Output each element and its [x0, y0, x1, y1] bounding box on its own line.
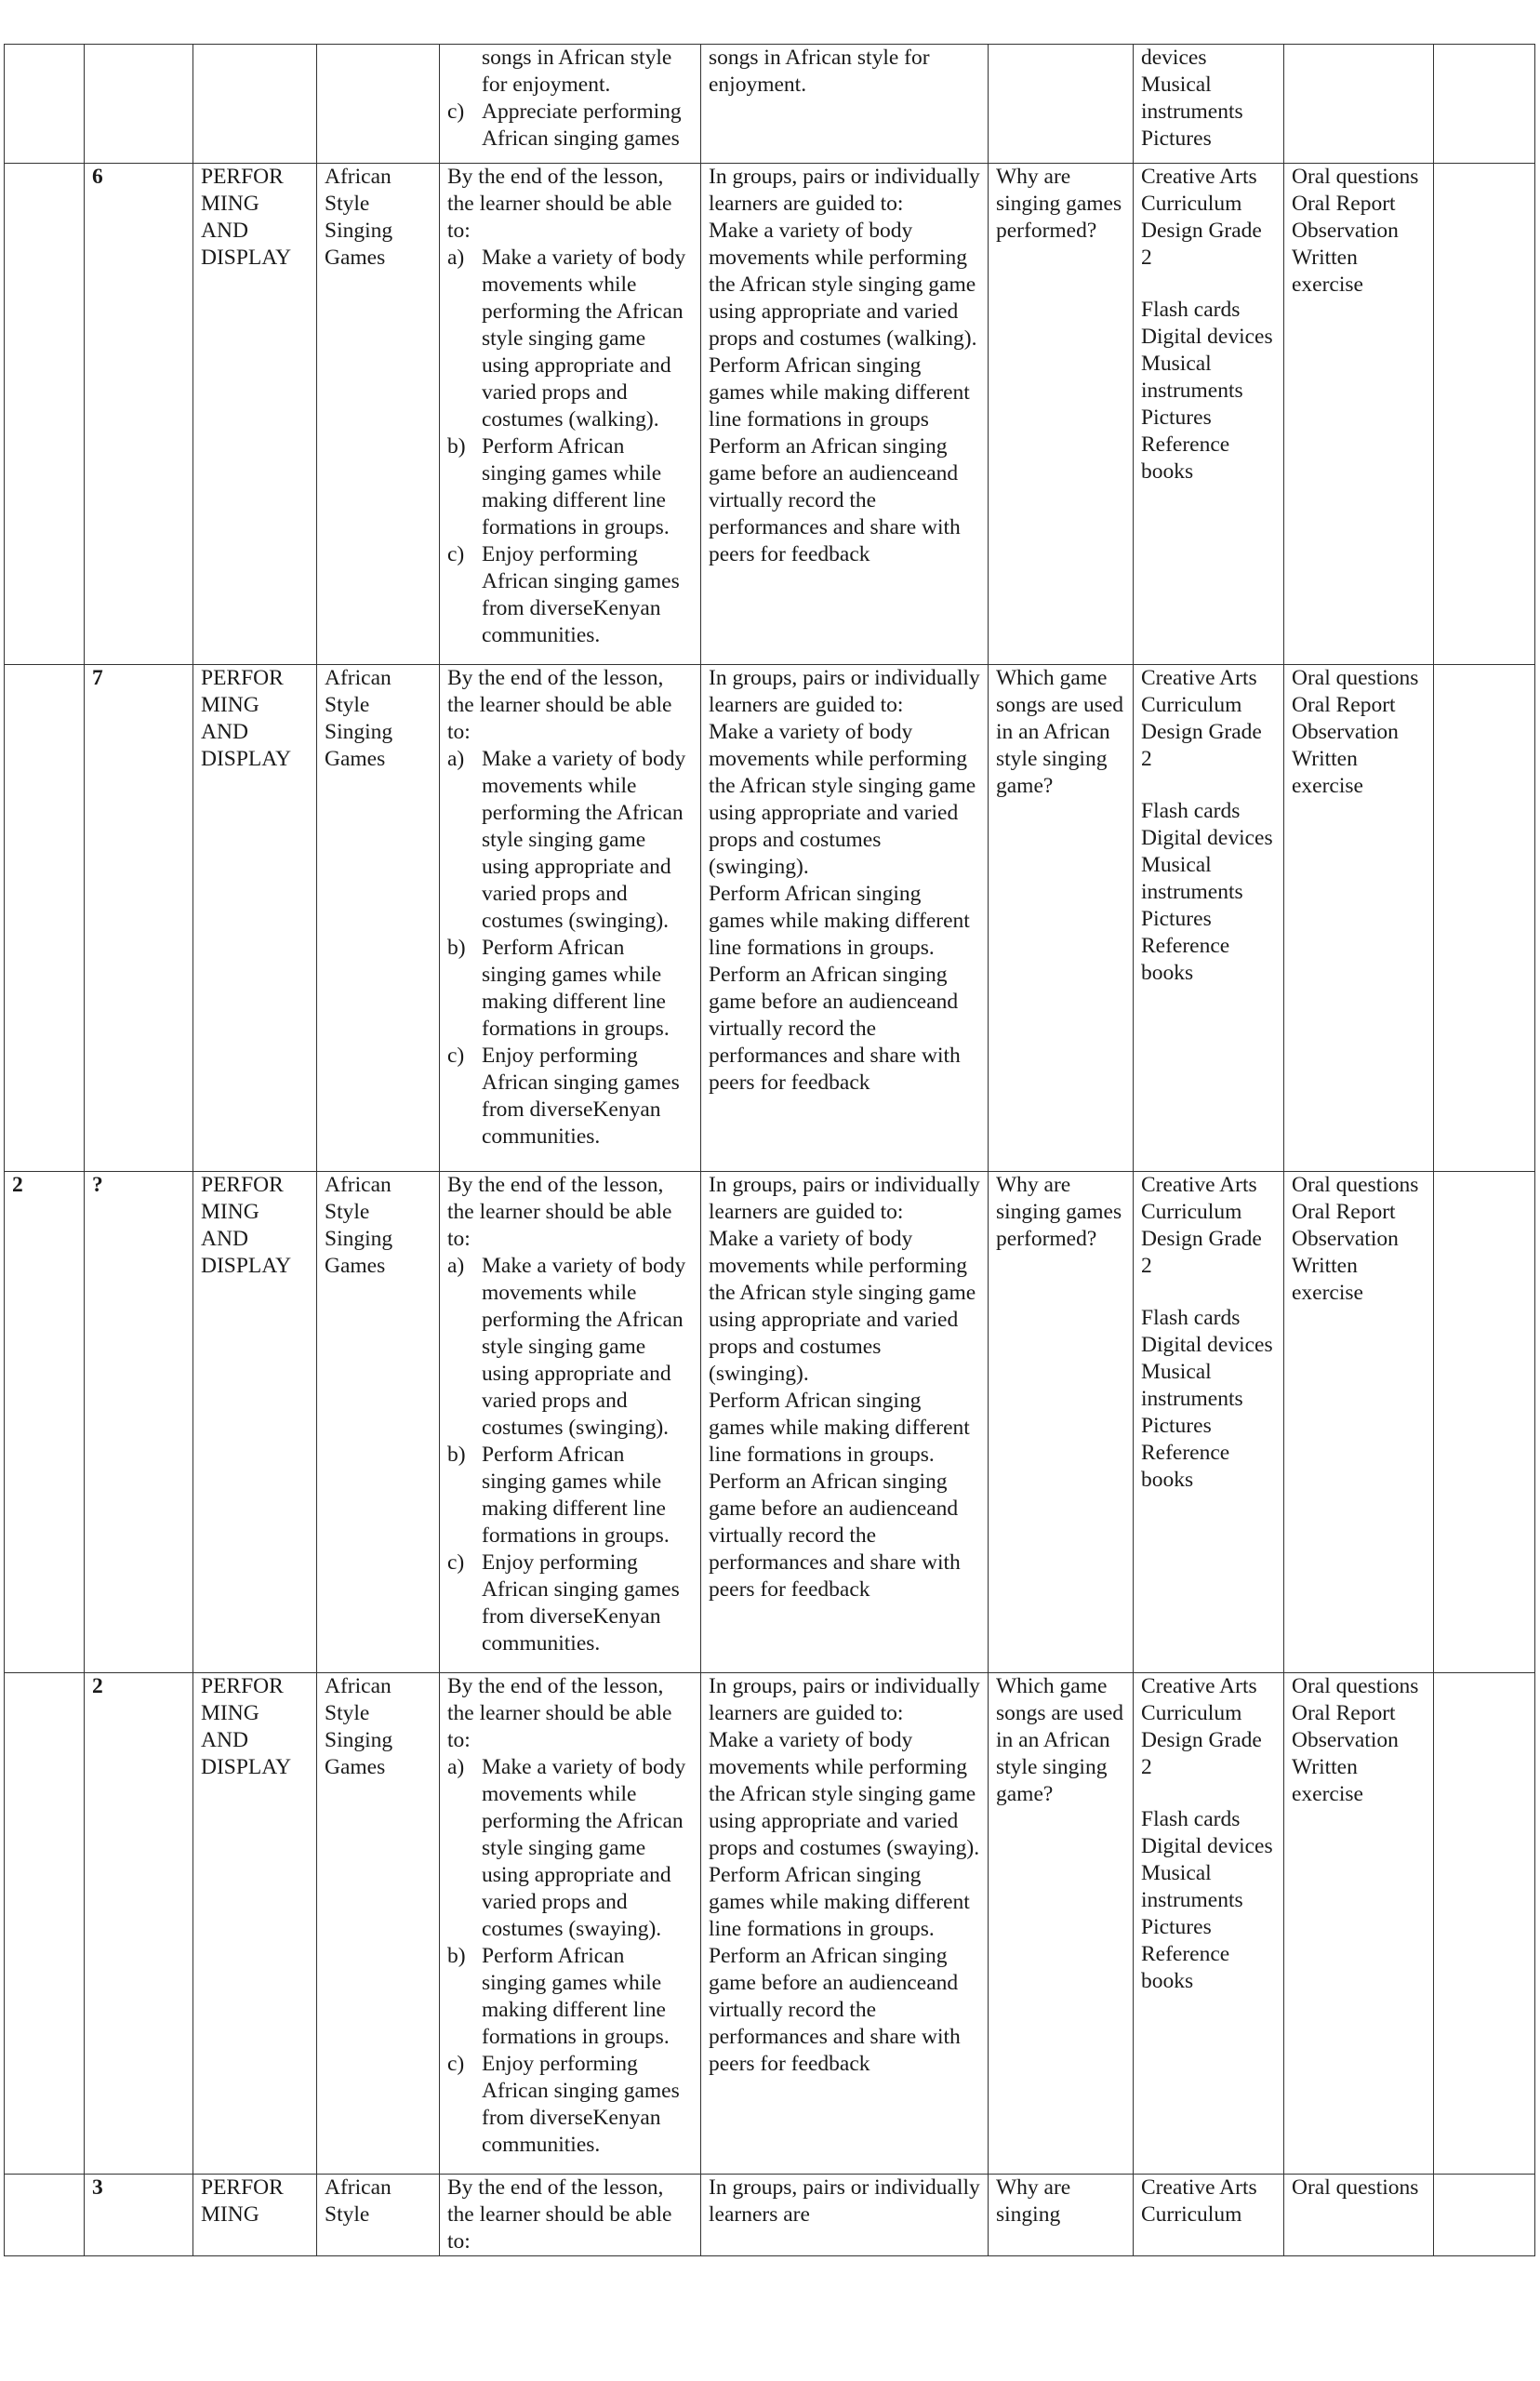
learning-experiences-cell	[701, 45, 989, 164]
outcome-item	[447, 1943, 693, 2051]
resource-item: Digital devices	[1141, 1834, 1273, 1858]
resources-gap	[1141, 1781, 1276, 1806]
experience-item: Perform African singing games while making different line formations in groups.	[709, 882, 970, 960]
outcome-marker: b)	[447, 434, 466, 459]
assessment-item: Oral Report	[1292, 192, 1396, 216]
scheme-of-work-table	[4, 44, 1535, 2256]
outcome-marker: a)	[447, 1254, 465, 1278]
learning-experiences-cell	[701, 2175, 989, 2256]
resources-cell	[1134, 164, 1284, 665]
outcome-text: Perform African singing games while making different line formations in groups.	[482, 1944, 670, 2049]
resource-item: Musical instruments	[1141, 352, 1243, 403]
resource-item: Reference books	[1141, 1441, 1230, 1492]
resource-item: Musical instruments	[1141, 853, 1243, 904]
strand-cell: PERFOR MING AND DISPLAY	[193, 1673, 317, 2175]
sub-strand-cell: African Style Singing Games	[317, 1172, 440, 1673]
experience-item: Make a variety of body movements while performing the African style singing game using appropriate and varied props and costumes (swinging).	[709, 720, 976, 879]
resource-item: Flash cards	[1141, 298, 1241, 322]
outcome-item	[447, 1754, 693, 1943]
remarks-cell	[1434, 45, 1535, 164]
lesson-cell: 7	[85, 665, 193, 1172]
resource-item: Pictures	[1141, 126, 1212, 151]
learning-outcomes-cell	[440, 665, 701, 1172]
assessment-item: Observation	[1292, 720, 1399, 744]
remarks-cell	[1434, 1673, 1535, 2175]
experience-item: Perform an African singing game before an audienceand virtually record the performances and share with peers for feedback	[709, 1470, 961, 1602]
lesson-cell: 2	[85, 1673, 193, 2175]
resource-item: Creative Arts Curriculum Design Grade 2	[1141, 1173, 1262, 1278]
outcome-marker: a)	[447, 1755, 465, 1779]
assessment-cell	[1284, 1673, 1434, 2175]
assessment-item: Observation	[1292, 1728, 1399, 1752]
outcome-text: Make a variety of body movements while performing the African style singing game using appropriate and varied props and costumes (swinging).	[482, 1254, 686, 1440]
table-row	[5, 665, 1535, 1172]
learning-experiences-cell	[701, 1172, 989, 1673]
assessment-item: Written exercise	[1292, 1755, 1363, 1806]
assessment-item: Written exercise	[1292, 246, 1363, 297]
strand-cell	[193, 45, 317, 164]
learning-outcomes-cell	[440, 45, 701, 164]
lesson-cell	[85, 45, 193, 164]
outcome-text: Perform African singing games while making different line formations in groups.	[482, 936, 670, 1041]
resource-item: Creative Arts Curriculum Design Grade 2	[1141, 165, 1262, 270]
experience-item: Perform an African singing game before an audienceand virtually record the performances and share with peers for feedback	[709, 434, 961, 566]
outcome-text: Enjoy performing African singing games from diverseKenyan communities.	[482, 542, 680, 647]
week-cell	[5, 2175, 85, 2256]
experience-item: Perform an African singing game before an audienceand virtually record the performances and share with peers for feedback	[709, 963, 961, 1095]
learning-experiences-cell	[701, 164, 989, 665]
experience-item: Make a variety of body movements while performing the African style singing game using appropriate and varied props and costumes (walking).	[709, 219, 977, 351]
assessment-item: Oral Report	[1292, 1701, 1396, 1725]
experience-item: In groups, pairs or individually learners are	[709, 2175, 980, 2227]
assessment-cell	[1284, 1172, 1434, 1673]
resources-gap	[1141, 1280, 1276, 1305]
outcomes-intro: By the end of the lesson, the learner should be able to:	[447, 2175, 672, 2254]
resource-item: Musical instruments	[1141, 1861, 1243, 1912]
week-cell: 2	[5, 1172, 85, 1673]
key-inquiry-cell: Which game songs are used in an African style singing game?	[989, 1673, 1134, 2175]
resource-item: Creative Arts Curriculum	[1141, 2175, 1257, 2227]
experience-item: Perform African singing games while making different line formations in groups.	[709, 1863, 970, 1941]
experience-item: Perform an African singing game before an audienceand virtually record the performances and share with peers for feedback	[709, 1944, 961, 2076]
assessment-item: Oral questions	[1292, 165, 1419, 189]
learning-outcomes-cell	[440, 1673, 701, 2175]
assessment-item: Oral questions	[1292, 2175, 1419, 2200]
resource-item: Reference books	[1141, 934, 1230, 985]
key-inquiry-cell: Why are singing games performed?	[989, 164, 1134, 665]
resource-item: Flash cards	[1141, 1306, 1241, 1330]
outcome-marker: c)	[447, 2052, 465, 2076]
resource-item: devices	[1141, 46, 1207, 70]
resource-item: Digital devices	[1141, 826, 1273, 850]
sub-strand-cell: African Style Singing Games	[317, 1673, 440, 2175]
strand-cell: PERFOR MING AND DISPLAY	[193, 164, 317, 665]
experience-item: In groups, pairs or individually learners are guided to:	[709, 1173, 980, 1224]
outcomes-intro: By the end of the lesson, the learner should be able to:	[447, 1674, 672, 1752]
experience-item: Make a variety of body movements while performing the African style singing game using appropriate and varied props and costumes (swaying).	[709, 1728, 980, 1860]
lesson-cell: 3	[85, 2175, 193, 2256]
sub-strand-cell: African Style Singing Games	[317, 164, 440, 665]
outcome-item	[447, 1550, 693, 1657]
strand-cell: PERFOR MING	[193, 2175, 317, 2256]
strand-cell: PERFOR MING AND DISPLAY	[193, 665, 317, 1172]
assessment-item: Oral questions	[1292, 666, 1419, 690]
resources-cell	[1134, 1172, 1284, 1673]
outcome-item	[447, 935, 693, 1043]
experience-item: In groups, pairs or individually learners are guided to:	[709, 1674, 980, 1725]
outcome-item	[447, 245, 693, 433]
resource-item: Reference books	[1141, 432, 1230, 484]
learning-outcomes-cell	[440, 2175, 701, 2256]
resource-item: Pictures	[1141, 1915, 1212, 1939]
outcome-item	[447, 433, 693, 541]
outcome-item	[447, 746, 693, 935]
outcome-text: Appreciate performing African singing games	[482, 100, 682, 151]
learning-experiences-cell	[701, 1673, 989, 2175]
outcome-text: Make a variety of body movements while performing the African style singing game using appropriate and varied props and costumes (swaying).	[482, 1755, 686, 1941]
outcome-text: Make a variety of body movements while performing the African style singing game using appropriate and varied props and costumes (swinging).	[482, 747, 686, 933]
resources-cell	[1134, 665, 1284, 1172]
week-cell	[5, 1673, 85, 2175]
resource-item: Reference books	[1141, 1942, 1230, 1993]
learning-outcomes-cell	[440, 164, 701, 665]
outcome-item	[447, 1253, 693, 1442]
resource-item: Digital devices	[1141, 1333, 1273, 1357]
lesson-cell: 6	[85, 164, 193, 665]
outcome-marker: b)	[447, 1944, 466, 1968]
assessment-item: Oral Report	[1292, 1200, 1396, 1224]
outcome-text: Enjoy performing African singing games from diverseKenyan communities.	[482, 2052, 680, 2157]
resource-item: Musical instruments	[1141, 1360, 1243, 1411]
resources-cell	[1134, 1673, 1284, 2175]
assessment-cell	[1284, 665, 1434, 1172]
week-cell	[5, 665, 85, 1172]
outcome-text: Enjoy performing African singing games from diverseKenyan communities.	[482, 1550, 680, 1656]
outcome-marker: c)	[447, 1550, 465, 1575]
experience-item: songs in African style for enjoyment.	[709, 46, 930, 97]
outcomes-intro: By the end of the lesson, the learner should be able to:	[447, 1173, 672, 1251]
outcome-marker: c)	[447, 100, 465, 124]
outcome-marker: c)	[447, 542, 465, 566]
key-inquiry-cell: Why are singing games performed?	[989, 1172, 1134, 1673]
resource-item: Flash cards	[1141, 1807, 1241, 1831]
week-cell	[5, 45, 85, 164]
resource-item: Creative Arts Curriculum Design Grade 2	[1141, 666, 1262, 771]
resource-item: Pictures	[1141, 1414, 1212, 1438]
experience-item: In groups, pairs or individually learners are guided to:	[709, 165, 980, 216]
resource-item: Creative Arts Curriculum Design Grade 2	[1141, 1674, 1262, 1779]
assessment-cell	[1284, 164, 1434, 665]
key-inquiry-cell: Why are singing	[989, 2175, 1134, 2256]
remarks-cell	[1434, 1172, 1535, 1673]
resource-item: Digital devices	[1141, 325, 1273, 349]
assessment-item: Oral questions	[1292, 1173, 1419, 1197]
strand-cell: PERFOR MING AND DISPLAY	[193, 1172, 317, 1673]
table-row	[5, 2175, 1535, 2256]
outcome-marker: b)	[447, 1443, 466, 1467]
remarks-cell	[1434, 2175, 1535, 2256]
sub-strand-cell: African Style	[317, 2175, 440, 2256]
resources-gap	[1141, 773, 1276, 798]
assessment-item: Oral Report	[1292, 693, 1396, 717]
outcome-marker: a)	[447, 747, 465, 771]
week-cell	[5, 164, 85, 665]
outcome-item	[447, 541, 693, 649]
resource-item: Flash cards	[1141, 799, 1241, 823]
table-row	[5, 1172, 1535, 1673]
assessment-item: Oral questions	[1292, 1674, 1419, 1698]
outcome-marker: b)	[447, 936, 466, 960]
table-row	[5, 1673, 1535, 2175]
experience-item: Perform African singing games while making different line formations in groups	[709, 353, 970, 432]
assessment-item: Written exercise	[1292, 747, 1363, 798]
learning-outcomes-cell	[440, 1172, 701, 1673]
resources-cell	[1134, 45, 1284, 164]
outcome-marker: c)	[447, 1044, 465, 1068]
outcome-text: Perform African singing games while making different line formations in groups.	[482, 434, 670, 539]
outcome-item	[447, 2051, 693, 2159]
remarks-cell	[1434, 665, 1535, 1172]
outcome-marker: a)	[447, 246, 465, 270]
assessment-cell	[1284, 45, 1434, 164]
resource-item: Pictures	[1141, 406, 1212, 430]
sub-strand-cell	[317, 45, 440, 164]
assessment-item: Written exercise	[1292, 1254, 1363, 1305]
lesson-cell: ?	[85, 1172, 193, 1673]
outcome-text: Make a variety of body movements while performing the African style singing game using appropriate and varied props and costumes (walking).	[482, 246, 686, 432]
outcome-text: Enjoy performing African singing games from diverseKenyan communities.	[482, 1044, 680, 1149]
experience-item: In groups, pairs or individually learners are guided to:	[709, 666, 980, 717]
outcomes-intro: By the end of the lesson, the learner should be able to:	[447, 666, 672, 744]
outcome-item	[447, 1043, 693, 1151]
assessment-cell	[1284, 2175, 1434, 2256]
resources-cell	[1134, 2175, 1284, 2256]
key-inquiry-cell	[989, 45, 1134, 164]
assessment-item: Observation	[1292, 219, 1399, 243]
outcome-item	[447, 99, 693, 153]
remarks-cell	[1434, 164, 1535, 665]
sub-strand-cell: African Style Singing Games	[317, 665, 440, 1172]
experience-item: Make a variety of body movements while performing the African style singing game using appropriate and varied props and costumes (swinging).	[709, 1227, 976, 1386]
resource-item: Pictures	[1141, 907, 1212, 931]
key-inquiry-cell: Which game songs are used in an African style singing game?	[989, 665, 1134, 1172]
outcome-item	[447, 1442, 693, 1550]
outcomes-intro: By the end of the lesson, the learner should be able to:	[447, 165, 672, 243]
table-row	[5, 164, 1535, 665]
resource-item: Musical instruments	[1141, 73, 1243, 124]
assessment-item: Observation	[1292, 1227, 1399, 1251]
experience-item: Perform African singing games while making different line formations in groups.	[709, 1389, 970, 1467]
outcome-item	[447, 45, 693, 99]
resources-gap	[1141, 272, 1276, 297]
outcome-text: songs in African style for enjoyment.	[482, 46, 672, 97]
outcome-text: Perform African singing games while making different line formations in groups.	[482, 1443, 670, 1548]
learning-experiences-cell	[701, 665, 989, 1172]
table-row	[5, 45, 1535, 164]
